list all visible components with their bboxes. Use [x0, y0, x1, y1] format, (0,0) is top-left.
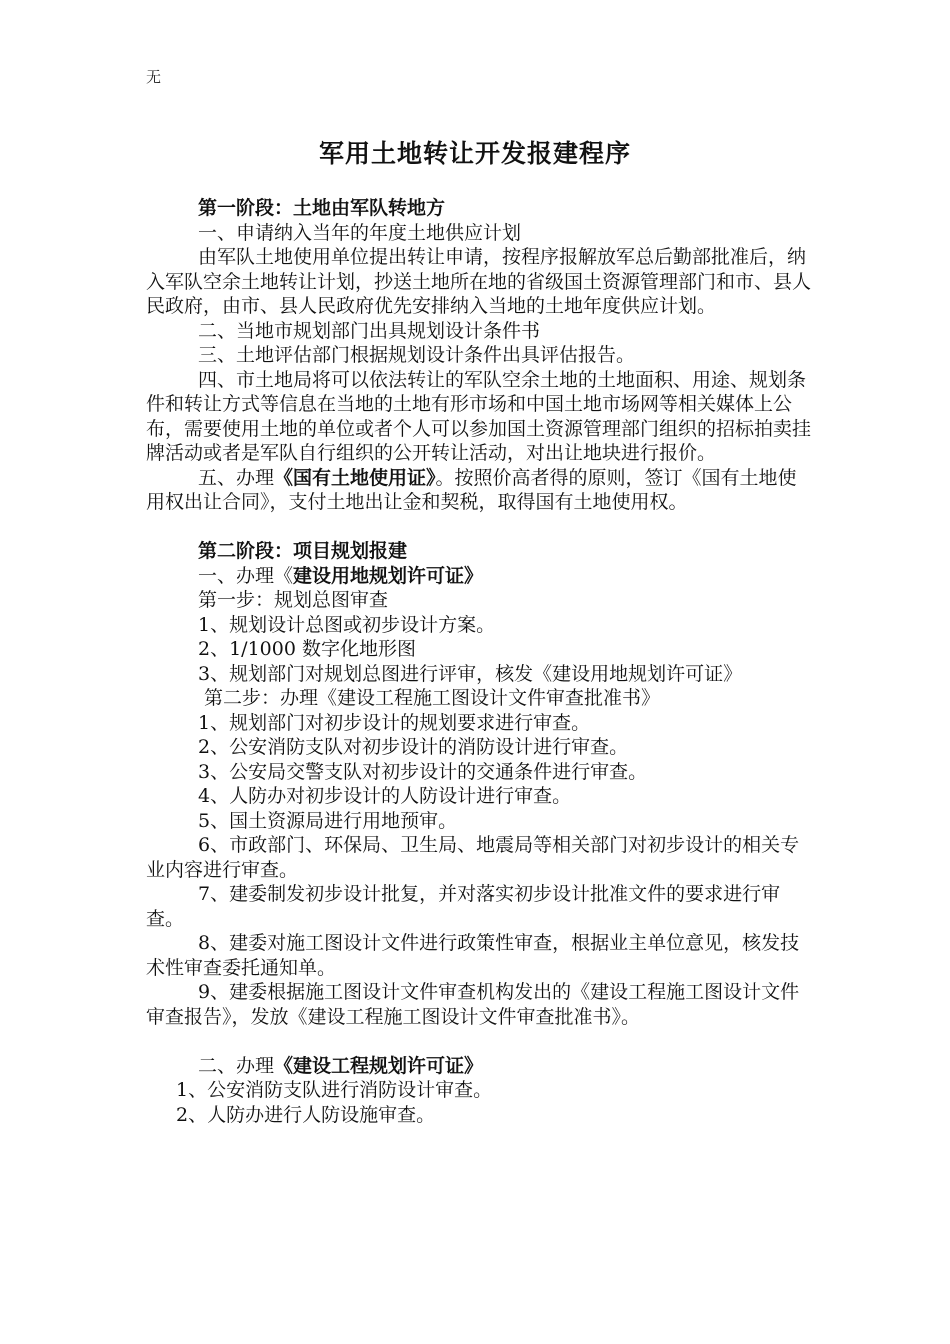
stage2-section-1-prefix: 一、办理《: [198, 564, 294, 587]
stage1-item-5-bold: 《国有土地使用证》: [274, 466, 436, 489]
step2-heading: 第二步：办理《建设工程施工图设计文件审查批准书》: [204, 687, 661, 709]
stage2-section-2-prefix: 二、办理: [198, 1054, 275, 1077]
step1-item: 1、规划设计总图或初步设计方案。: [198, 613, 496, 636]
section2-item: 2、人防办进行人防设施审查。: [176, 1103, 436, 1126]
spacer: [146, 515, 812, 540]
stage1-item-5-rest: 。按照价高者得的原则，签订《国有土地使用权出让合同》，支付土地出让金和契税，取得国有土地使用权。: [146, 466, 797, 513]
step2-item: 8、建委对施工图设计文件进行政策性审查，根据业主单位意见，核发技术性审查委托通知单。: [146, 932, 800, 979]
header-mark: 无: [146, 68, 162, 86]
step2-item: 6、市政部门、环保局、卫生局、地震局等相关部门对初步设计的相关专业内容进行审查。: [146, 834, 800, 881]
stage2-heading: 第二阶段：项目规划报建: [198, 540, 408, 562]
step1-heading: 第一步：规划总图审查: [198, 589, 389, 611]
stage1-item-5-prefix: 五、办理: [198, 466, 275, 489]
step2-item: 3、公安局交警支队对初步设计的交通条件进行审查。: [198, 760, 648, 783]
stage1-item-5: [146, 466, 812, 515]
step2-item: 7、建委制发初步设计批复，并对落实初步设计批准文件的要求进行审查。: [146, 883, 781, 930]
section2-item: 1、公安消防支队进行消防设计审查。: [176, 1079, 493, 1101]
stage2-section-1: [146, 564, 812, 589]
step1-item: 3、规划部门对规划总图进行评审，核发《建设用地规划许可证》: [198, 662, 743, 685]
document-body: [146, 196, 812, 1127]
stage2-section-1-bold: 建设用地规划许可证》: [293, 564, 484, 587]
stage2-section-2-bold: 《建设工程规划许可证》: [274, 1054, 484, 1077]
step2-item: 9、建委根据施工图设计文件审查机构发出的《建设工程施工图设计文件审查报告》，发放《建设工程施工图设计文件审查批准书》。: [146, 981, 800, 1028]
stage2-section-2: [146, 1054, 812, 1079]
step1-item: 2、1/1000 数字化地形图: [198, 638, 416, 660]
page-title: 军用土地转让开发报建程序: [318, 139, 631, 168]
stage1-item-2: 二、当地市规划部门出具规划设计条件书: [198, 319, 541, 342]
step2-item: 1、规划部门对初步设计的规划要求进行审查。: [198, 711, 591, 734]
stage1-item-1-body: 由军队土地使用单位提出转让申请，按程序报解放军总后勤部批准后，纳入军队空余土地转让计划，抄送土地所在地的省级国土资源管理部门和市、县人民政府，由市、县人民政府优先安排纳入当地的土地年度供应计划。: [146, 246, 812, 317]
stage1-item-1: 一、申请纳入当年的年度土地供应计划: [198, 221, 522, 244]
stage1-item-4: 四、市土地局将可以依法转让的军队空余土地的土地面积、用途、规划条件和转让方式等信息在当地的土地有形市场和中国土地市场网等相关媒体上公布，需要使用土地的单位或者个人可以参加国土资源管理部门组织的招标拍卖挂牌活动或者是军队自行组织的公开转让活动，对出让地块进行报价。: [146, 368, 812, 464]
stage1-item-3: 三、土地评估部门根据规划设计条件出具评估报告。: [198, 344, 636, 366]
step2-item: 2、公安消防支队对初步设计的消防设计进行审查。: [198, 736, 629, 758]
step2-item: 4、人防办对初步设计的人防设计进行审查。: [198, 785, 572, 807]
step2-item: 5、国土资源局进行用地预审。: [198, 809, 458, 832]
spacer: [146, 1029, 812, 1054]
stage1-heading: 第一阶段：土地由军队转地方: [198, 197, 446, 219]
